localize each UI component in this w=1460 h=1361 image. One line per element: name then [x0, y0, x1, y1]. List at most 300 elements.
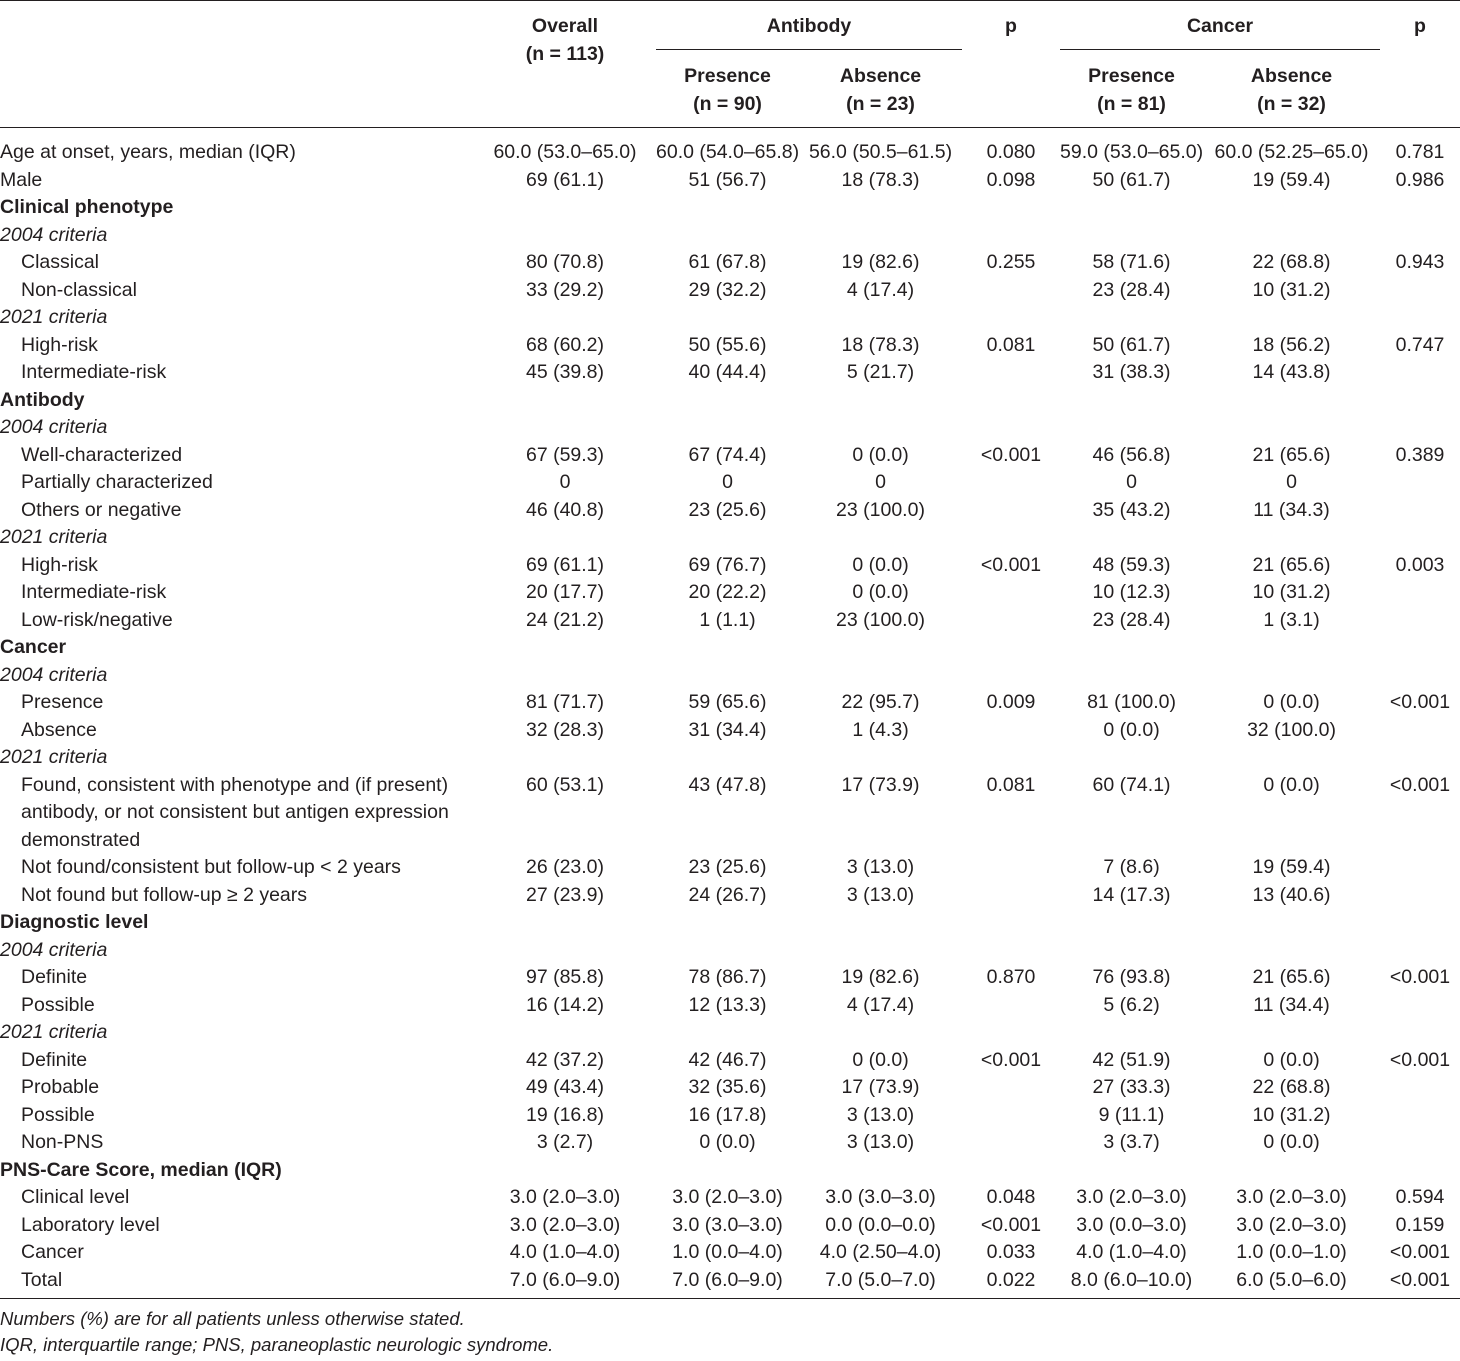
- antibody-absence-cell: [799, 634, 962, 662]
- p-cancer-cell: 0.389: [1395, 443, 1445, 466]
- cancer-absence-cell: 0 (0.0): [1263, 1131, 1320, 1153]
- subheading-row: [0, 524, 1460, 552]
- criteria-label: 2021 criteria: [0, 746, 108, 768]
- cancer-presence-cell: 42 (51.9): [1092, 1048, 1171, 1071]
- cancer-absence-cell: 13 (40.6): [1252, 883, 1331, 906]
- table-row: [0, 139, 1460, 167]
- row-label: Possible: [21, 1103, 95, 1126]
- p-antibody-cell: [962, 524, 1060, 552]
- footnote-1: Numbers (%) are for all patients unless otherwise stated.: [0, 1308, 465, 1329]
- p-cancer-cell: 0.003: [1395, 553, 1445, 576]
- row-label: High-risk: [21, 333, 98, 356]
- cancer-absence-cell: 60.0 (52.25–65.0): [1214, 141, 1369, 163]
- criteria-label: 2004 criteria: [0, 938, 108, 961]
- row-label: Male: [0, 168, 43, 191]
- row-label: Total: [21, 1268, 63, 1291]
- p-cancer-cell: [1380, 992, 1460, 1020]
- header-spacer: [0, 128, 1460, 139]
- antibody-presence-cell: 23 (25.6): [688, 498, 767, 521]
- cancer-absence-cell: 3.0 (2.0–3.0): [1236, 1186, 1347, 1208]
- row-label: Partially characterized: [21, 471, 213, 493]
- p-cancer-cell: [1380, 662, 1460, 690]
- p-antibody-cell: [962, 414, 1060, 442]
- p-antibody-cell: [962, 194, 1060, 222]
- antibody-presence-cell: 31 (34.4): [688, 718, 767, 741]
- overall-cell: 45 (39.8): [525, 361, 605, 383]
- p-cancer-cell: [1380, 359, 1460, 387]
- antibody-presence-cell: 69 (76.7): [688, 553, 767, 576]
- p-antibody-cell: [962, 744, 1060, 772]
- antibody-absence-cell: 3 (13.0): [846, 856, 915, 878]
- subheading-row: [0, 304, 1460, 332]
- cancer-absence-cell: 10 (31.2): [1252, 581, 1331, 603]
- table-row: [0, 1129, 1460, 1157]
- p-antibody-cell: [962, 304, 1060, 332]
- table-row: [0, 1267, 1460, 1295]
- overall-cell: [474, 634, 656, 662]
- p-cancer-cell: [1380, 937, 1460, 965]
- p-cancer-cell: [1380, 854, 1460, 882]
- cancer-presence-cell: [1060, 222, 1203, 250]
- antibody-presence-cell: 0: [722, 471, 733, 493]
- overall-cell: 81 (71.7): [525, 691, 605, 713]
- p-antibody-cell: [962, 387, 1060, 415]
- cancer-presence-cell: 0: [1126, 471, 1137, 493]
- cancer-presence-cell: 59.0 (53.0–65.0): [1060, 141, 1204, 163]
- antibody-presence-cell: 60.0 (54.0–65.8): [656, 141, 800, 163]
- row-label: Classical: [21, 251, 100, 273]
- antibody-presence-cell: 3.0 (3.0–3.0): [672, 1213, 783, 1236]
- subheading-row: [0, 937, 1460, 965]
- section-row: [0, 387, 1460, 415]
- overall-cell: 60 (53.1): [525, 773, 605, 796]
- antibody-absence-cell: 7.0 (5.0–7.0): [825, 1268, 936, 1291]
- p-cancer-cell: <0.001: [1389, 1048, 1451, 1071]
- cancer-presence-cell: 50 (61.7): [1092, 168, 1171, 191]
- cancer-absence-cell: 1.0 (0.0–1.0): [1236, 1241, 1347, 1263]
- overall-cell: 24 (21.2): [525, 608, 605, 631]
- p-cancer-cell: [1380, 277, 1460, 305]
- antibody-presence-cell: 0 (0.0): [699, 1131, 756, 1153]
- cancer-presence-cell: 9 (11.1): [1098, 1103, 1165, 1126]
- p-cancer-cell: <0.001: [1389, 1241, 1451, 1263]
- antibody-presence-cell: [656, 524, 799, 552]
- antibody-absence-cell: 5 (21.7): [846, 361, 915, 383]
- p-antibody-cell: [962, 1157, 1060, 1185]
- overall-cell: [474, 1019, 656, 1047]
- overall-cell: [474, 524, 656, 552]
- p-antibody-cell: [962, 662, 1060, 690]
- p-cancer-cell: [1380, 634, 1460, 662]
- table-row: [0, 359, 1460, 387]
- cancer-absence-cell: 22 (68.8): [1252, 1076, 1331, 1098]
- p-cancer-cell: <0.001: [1389, 773, 1451, 796]
- header-antibody-presence-label: Presence: [684, 65, 771, 87]
- antibody-absence-cell: 23 (100.0): [836, 498, 925, 521]
- p-antibody-cell: 0.870: [986, 966, 1036, 988]
- p-cancer-cell: [1380, 607, 1460, 635]
- overall-cell: 20 (17.7): [525, 581, 605, 603]
- row-label: Probable: [21, 1076, 100, 1098]
- overall-cell: 3.0 (2.0–3.0): [509, 1213, 621, 1236]
- p-antibody-cell: [962, 469, 1060, 497]
- antibody-absence-cell: 1 (4.3): [852, 718, 909, 741]
- cancer-presence-cell: [1060, 304, 1203, 332]
- overall-cell: 3 (2.7): [536, 1131, 594, 1153]
- row-label: Found, consistent with phenotype and (if present) antibody, or not consistent but antigen expression demonstrated: [21, 773, 449, 851]
- p-antibody-cell: [962, 497, 1060, 525]
- p-antibody-cell: 0.081: [986, 773, 1036, 796]
- overall-cell: 80 (70.8): [525, 251, 605, 273]
- cancer-absence-cell: 11 (34.4): [1253, 993, 1330, 1016]
- section-label: PNS-Care Score, median (IQR): [0, 1158, 282, 1181]
- antibody-absence-cell: 3 (13.0): [846, 883, 915, 906]
- cancer-absence-cell: [1203, 1019, 1380, 1047]
- p-antibody-cell: [962, 222, 1060, 250]
- criteria-label: 2004 criteria: [0, 663, 108, 686]
- cancer-presence-cell: 3.0 (2.0–3.0): [1076, 1186, 1187, 1208]
- p-cancer-cell: 0.594: [1395, 1186, 1445, 1208]
- subheading-row: [0, 744, 1460, 772]
- antibody-presence-cell: 23 (25.6): [688, 856, 767, 878]
- antibody-absence-cell: [799, 194, 962, 222]
- table-row: [0, 497, 1460, 525]
- cancer-absence-cell: [1203, 937, 1380, 965]
- cancer-absence-cell: 14 (43.8): [1252, 361, 1331, 383]
- row-label: Presence: [21, 691, 104, 713]
- table-row: [0, 1102, 1460, 1130]
- row-label: Laboratory level: [21, 1213, 160, 1236]
- antibody-absence-cell: 3.0 (3.0–3.0): [825, 1186, 936, 1208]
- p-cancer-cell: 0.159: [1395, 1213, 1445, 1236]
- cancer-presence-cell: 46 (56.8): [1092, 443, 1171, 466]
- antibody-presence-cell: [656, 387, 799, 415]
- cancer-absence-cell: 18 (56.2): [1252, 333, 1331, 356]
- section-row: [0, 194, 1460, 222]
- antibody-presence-cell: 50 (55.6): [688, 333, 767, 356]
- overall-cell: 16 (14.2): [525, 993, 605, 1016]
- p-cancer-cell: <0.001: [1389, 691, 1451, 713]
- antibody-absence-cell: 19 (82.6): [841, 251, 920, 273]
- p-cancer-cell: [1380, 469, 1460, 497]
- table-row: [0, 579, 1460, 607]
- overall-cell: [474, 1157, 656, 1185]
- row-label: Non-PNS: [21, 1131, 104, 1153]
- header-overall-label: Overall: [531, 15, 599, 37]
- antibody-presence-cell: 78 (86.7): [688, 966, 767, 988]
- cancer-presence-cell: 8.0 (6.0–10.0): [1070, 1268, 1193, 1291]
- antibody-absence-cell: 0: [875, 471, 886, 493]
- antibody-absence-cell: 0 (0.0): [852, 553, 909, 576]
- antibody-absence-cell: [799, 662, 962, 690]
- antibody-absence-cell: [799, 304, 962, 332]
- p-cancer-cell: [1380, 1019, 1460, 1047]
- table-row: [0, 689, 1460, 717]
- row-label: Definite: [21, 966, 88, 988]
- subheading-row: [0, 662, 1460, 690]
- p-antibody-cell: 0.098: [986, 168, 1036, 191]
- overall-cell: 4.0 (1.0–4.0): [509, 1241, 621, 1263]
- p-antibody-cell: <0.001: [980, 1048, 1042, 1071]
- row-label: Others or negative: [21, 498, 182, 521]
- header-cancer-presence: [1060, 49, 1203, 128]
- p-antibody-cell: [962, 1074, 1060, 1102]
- section-label: Clinical phenotype: [0, 196, 174, 218]
- antibody-absence-cell: [799, 524, 962, 552]
- p-cancer-cell: [1380, 414, 1460, 442]
- antibody-presence-cell: [656, 414, 799, 442]
- antibody-absence-cell: 4 (17.4): [846, 993, 915, 1016]
- antibody-presence-cell: 24 (26.7): [688, 883, 767, 906]
- cancer-absence-cell: [1203, 662, 1380, 690]
- antibody-presence-cell: [656, 937, 799, 965]
- antibody-presence-cell: 43 (47.8): [688, 773, 767, 796]
- overall-cell: 7.0 (6.0–9.0): [509, 1268, 621, 1291]
- overall-cell: 0: [559, 471, 571, 493]
- antibody-presence-cell: 3.0 (2.0–3.0): [672, 1186, 783, 1208]
- cancer-absence-cell: 6.0 (5.0–6.0): [1236, 1268, 1347, 1291]
- p-cancer-cell: 0.781: [1395, 141, 1445, 163]
- p-antibody-cell: <0.001: [980, 553, 1042, 576]
- header-p-antibody: p: [1005, 15, 1017, 37]
- p-cancer-cell: <0.001: [1389, 1268, 1451, 1291]
- row-label: Intermediate-risk: [21, 581, 167, 603]
- antibody-absence-cell: 0 (0.0): [852, 443, 909, 466]
- p-antibody-cell: 0.255: [986, 251, 1036, 273]
- cancer-presence-cell: [1060, 744, 1203, 772]
- header-antibody-absence-n: (n = 23): [846, 92, 915, 115]
- p-cancer-cell: [1380, 1102, 1460, 1130]
- antibody-absence-cell: 19 (82.6): [841, 966, 920, 988]
- cancer-presence-cell: [1060, 194, 1203, 222]
- p-antibody-cell: 0.081: [986, 333, 1036, 356]
- overall-cell: 67 (59.3): [525, 443, 605, 466]
- cancer-presence-cell: [1060, 387, 1203, 415]
- cancer-absence-cell: 21 (65.6): [1252, 553, 1331, 576]
- cancer-absence-cell: [1203, 304, 1380, 332]
- table-row: [0, 167, 1460, 195]
- p-antibody-cell: [962, 1019, 1060, 1047]
- p-cancer-cell: [1380, 1074, 1460, 1102]
- antibody-presence-cell: 7.0 (6.0–9.0): [672, 1268, 783, 1291]
- cancer-absence-cell: [1203, 909, 1380, 937]
- cancer-absence-cell: [1203, 387, 1380, 415]
- p-cancer-cell: [1380, 524, 1460, 552]
- antibody-absence-cell: 23 (100.0): [836, 608, 925, 631]
- p-cancer-cell: [1380, 1129, 1460, 1157]
- cancer-absence-cell: 0 (0.0): [1263, 1048, 1320, 1071]
- cancer-absence-cell: [1203, 744, 1380, 772]
- overall-cell: 97 (85.8): [525, 966, 605, 988]
- cancer-presence-cell: 23 (28.4): [1092, 278, 1171, 301]
- row-label: Non-classical: [21, 278, 137, 301]
- cancer-presence-cell: 3.0 (0.0–3.0): [1076, 1213, 1187, 1236]
- cancer-presence-cell: [1060, 1019, 1203, 1047]
- p-antibody-cell: [962, 634, 1060, 662]
- antibody-absence-cell: 0 (0.0): [852, 1048, 909, 1071]
- p-antibody-cell: [962, 359, 1060, 387]
- table-row: [0, 332, 1460, 360]
- cancer-presence-cell: [1060, 909, 1203, 937]
- criteria-label: 2021 criteria: [0, 306, 108, 328]
- cancer-absence-cell: [1203, 194, 1380, 222]
- table-row: [0, 1184, 1460, 1212]
- antibody-absence-cell: 0 (0.0): [852, 581, 909, 603]
- p-cancer-cell: [1380, 909, 1460, 937]
- cancer-presence-cell: 31 (38.3): [1092, 361, 1171, 383]
- p-antibody-cell: 0.048: [986, 1186, 1036, 1208]
- p-antibody-cell: [962, 277, 1060, 305]
- header-antibody-presence-n: (n = 90): [693, 92, 762, 115]
- overall-cell: 26 (23.0): [525, 856, 605, 878]
- cancer-presence-cell: 81 (100.0): [1087, 691, 1176, 713]
- antibody-absence-cell: [799, 1019, 962, 1047]
- cancer-absence-cell: [1203, 414, 1380, 442]
- antibody-absence-cell: [799, 387, 962, 415]
- cancer-presence-cell: [1060, 1157, 1203, 1185]
- antibody-absence-cell: 3 (13.0): [846, 1131, 915, 1153]
- cancer-absence-cell: 10 (31.2): [1252, 1103, 1331, 1126]
- overall-cell: 60.0 (53.0–65.0): [493, 141, 637, 163]
- cancer-absence-cell: 22 (68.8): [1252, 251, 1331, 273]
- antibody-presence-cell: 29 (32.2): [688, 278, 767, 301]
- row-label: Absence: [21, 718, 97, 741]
- cancer-presence-cell: 23 (28.4): [1092, 608, 1171, 631]
- table-row: [0, 607, 1460, 635]
- overall-cell: [474, 387, 656, 415]
- p-antibody-cell: [962, 854, 1060, 882]
- antibody-presence-cell: [656, 304, 799, 332]
- cancer-presence-cell: 48 (59.3): [1092, 553, 1171, 576]
- header-cancer-presence-n: (n = 81): [1097, 92, 1166, 115]
- antibody-presence-cell: [656, 634, 799, 662]
- overall-cell: [474, 194, 656, 222]
- p-cancer-cell: [1380, 1157, 1460, 1185]
- table-row: [0, 964, 1460, 992]
- header-blank: [0, 0, 474, 128]
- row-label: Possible: [21, 993, 95, 1016]
- antibody-absence-cell: 56.0 (50.5–61.5): [808, 141, 953, 163]
- antibody-presence-cell: 61 (67.8): [688, 251, 767, 273]
- row-label: Not found/consistent but follow-up < 2 years: [21, 856, 401, 878]
- cancer-presence-cell: 10 (12.3): [1092, 581, 1171, 603]
- cancer-absence-cell: [1203, 1157, 1380, 1185]
- cancer-absence-cell: 0: [1286, 471, 1297, 493]
- overall-cell: 49 (43.4): [525, 1076, 605, 1098]
- row-label: Intermediate-risk: [21, 361, 167, 383]
- row-label: Well-characterized: [21, 443, 183, 466]
- overall-cell: 32 (28.3): [525, 718, 605, 741]
- antibody-presence-cell: 40 (44.4): [688, 361, 767, 383]
- table-row: [0, 992, 1460, 1020]
- overall-cell: 42 (37.2): [525, 1048, 605, 1071]
- subheading-row: [0, 414, 1460, 442]
- p-cancer-cell: [1380, 882, 1460, 910]
- antibody-presence-cell: [656, 194, 799, 222]
- row-label: Not found but follow-up ≥ 2 years: [21, 883, 308, 906]
- section-row: [0, 909, 1460, 937]
- row-label: Definite: [21, 1048, 88, 1071]
- table-row: [0, 1074, 1460, 1102]
- row-label: Cancer: [21, 1241, 84, 1263]
- p-antibody-cell: [962, 607, 1060, 635]
- overall-cell: [474, 909, 656, 937]
- cancer-absence-cell: 19 (59.4): [1252, 856, 1331, 878]
- cancer-presence-cell: 76 (93.8): [1092, 966, 1171, 988]
- antibody-absence-cell: [799, 414, 962, 442]
- cancer-absence-cell: [1203, 524, 1380, 552]
- header-overall: [474, 0, 656, 128]
- antibody-absence-cell: 4 (17.4): [846, 278, 915, 301]
- p-antibody-cell: [962, 992, 1060, 1020]
- overall-cell: [474, 937, 656, 965]
- antibody-absence-cell: [799, 1157, 962, 1185]
- cancer-presence-cell: 27 (33.3): [1092, 1076, 1171, 1098]
- p-antibody-cell: <0.001: [980, 443, 1042, 466]
- criteria-label: 2021 criteria: [0, 526, 108, 548]
- header-cancer-presence-label: Presence: [1088, 65, 1175, 87]
- overall-cell: 69 (61.1): [525, 553, 605, 576]
- cancer-presence-cell: 35 (43.2): [1092, 498, 1171, 521]
- header-p-cancer: p: [1414, 15, 1426, 37]
- table-bottom-rule: [0, 1298, 1460, 1299]
- p-cancer-cell: 0.986: [1395, 168, 1445, 191]
- antibody-presence-cell: 59 (65.6): [688, 691, 767, 713]
- table-footnotes: [0, 1306, 553, 1358]
- cancer-absence-cell: 0 (0.0): [1263, 691, 1320, 713]
- p-antibody-cell: 0.009: [986, 691, 1036, 713]
- p-antibody-cell: [962, 1102, 1060, 1130]
- cancer-presence-cell: [1060, 937, 1203, 965]
- p-cancer-cell: [1380, 222, 1460, 250]
- overall-cell: [474, 744, 656, 772]
- antibody-absence-cell: 4.0 (2.50–4.0): [819, 1241, 942, 1263]
- overall-cell: [474, 414, 656, 442]
- antibody-presence-cell: 42 (46.7): [688, 1048, 767, 1071]
- table-row: [0, 277, 1460, 305]
- header-antibody-absence-label: Absence: [839, 65, 922, 87]
- antibody-presence-cell: [656, 222, 799, 250]
- header-cancer: Cancer: [1186, 15, 1254, 37]
- antibody-absence-cell: [799, 222, 962, 250]
- antibody-presence-cell: 1 (1.1): [699, 608, 756, 631]
- antibody-presence-cell: 51 (56.7): [688, 168, 767, 191]
- cancer-absence-cell: 32 (100.0): [1247, 718, 1336, 741]
- cancer-absence-cell: 1 (3.1): [1263, 608, 1320, 631]
- antibody-absence-cell: 18 (78.3): [841, 168, 920, 191]
- overall-cell: 27 (23.9): [525, 883, 605, 906]
- p-antibody-cell: [962, 717, 1060, 745]
- antibody-presence-cell: [656, 744, 799, 772]
- p-antibody-cell: [962, 937, 1060, 965]
- p-cancer-cell: 0.747: [1395, 333, 1445, 356]
- table-header: [0, 0, 1460, 139]
- header-antibody-presence: [656, 49, 799, 128]
- p-antibody-cell: [962, 579, 1060, 607]
- p-cancer-cell: [1380, 304, 1460, 332]
- subheading-row: [0, 1019, 1460, 1047]
- subheading-row: [0, 222, 1460, 250]
- antibody-absence-cell: 22 (95.7): [841, 691, 920, 713]
- cancer-absence-cell: 10 (31.2): [1252, 278, 1331, 301]
- section-label: Antibody: [0, 388, 85, 411]
- overall-cell: 68 (60.2): [525, 333, 605, 356]
- p-antibody-cell: [962, 1129, 1060, 1157]
- criteria-label: 2021 criteria: [0, 1021, 108, 1043]
- cancer-absence-cell: 0 (0.0): [1263, 773, 1320, 796]
- p-antibody-cell: [962, 882, 1060, 910]
- antibody-presence-cell: 12 (13.3): [688, 993, 767, 1016]
